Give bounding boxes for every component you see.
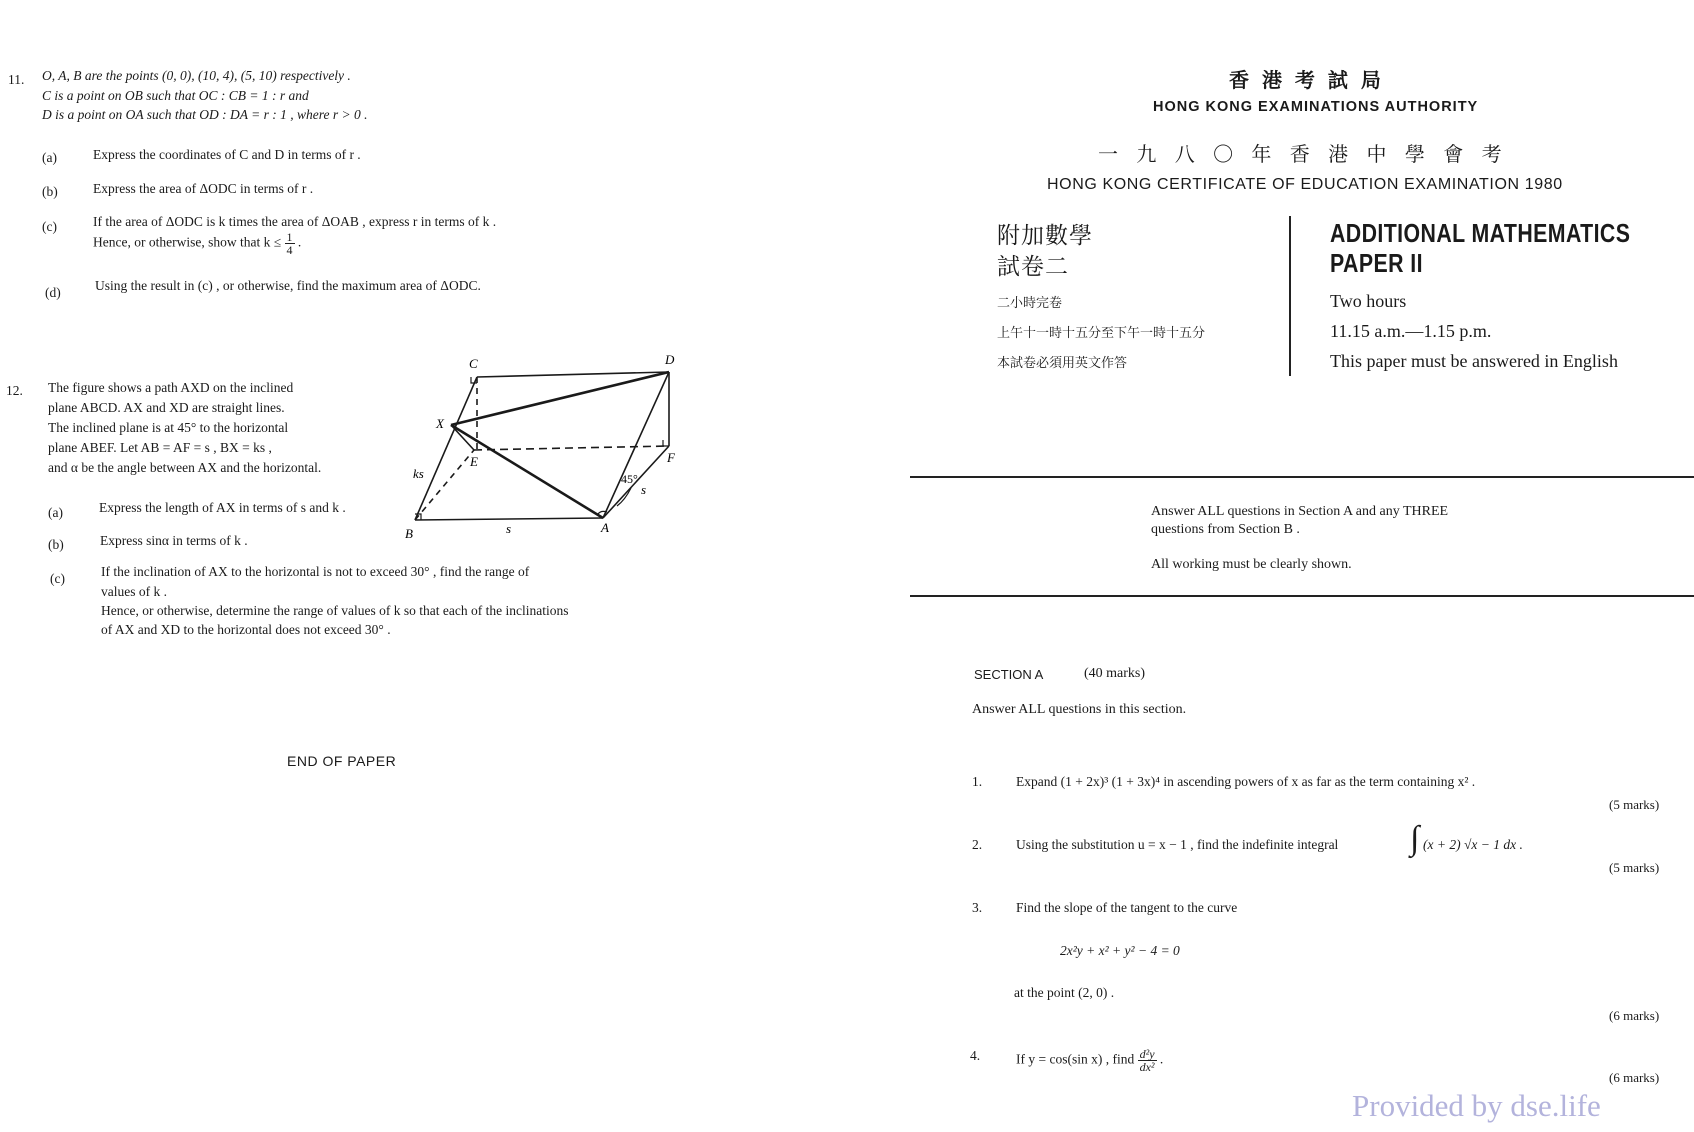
q12a-label: (a)	[48, 505, 63, 520]
q12b-text: Express sinα in terms of k .	[100, 533, 248, 548]
q12-line4: plane ABEF. Let AB = AF = s , BX = ks ,	[48, 440, 272, 455]
label-s-bottom: s	[506, 521, 512, 536]
q11a-text: Express the coordinates of C and D in terms of r .	[93, 147, 361, 162]
q11c-label: (c)	[42, 219, 57, 234]
authority-english: HONG KONG EXAMINATIONS AUTHORITY	[1153, 99, 1479, 115]
q12c-label: (c)	[50, 571, 65, 586]
q11c-frac-num: 1	[286, 230, 293, 244]
path-XA	[451, 425, 603, 518]
right-angle-F	[663, 440, 669, 446]
q4-frac-den: dx²	[1139, 1060, 1155, 1074]
q11c-frac-den: 4	[286, 243, 293, 257]
q4-line	[1016, 1048, 1163, 1073]
hours-chinese: 上午十一時十五分至下午一時十五分	[997, 326, 1206, 341]
duration-english: Two hours	[1330, 291, 1407, 311]
q12-line1: The figure shows a path AXD on the inclined	[48, 380, 294, 395]
subject-english-line1: ADDITIONAL MATHEMATICS	[1330, 218, 1631, 248]
q12c-text4: of AX and XD to the horizontal does not exceed 30° .	[101, 622, 391, 637]
q11d-label: (d)	[45, 285, 61, 300]
q12-line5: and α be the angle between AX and the horizontal.	[48, 460, 322, 475]
q3-point: at the point (2, 0) .	[1014, 985, 1115, 1000]
q3-equation: 2x²y + x² + y² − 4 = 0	[1060, 943, 1180, 958]
q4-number: 4.	[970, 1048, 981, 1063]
q1-number: 1.	[972, 774, 983, 789]
q2-integrand: (x + 2) √x − 1 dx .	[1423, 837, 1523, 852]
angle-arc-45	[617, 488, 631, 506]
instructions-top-rule	[910, 476, 1694, 478]
duration-chinese: 二小時完卷	[997, 296, 1063, 311]
edge-BA	[415, 518, 603, 520]
q4-frac-num: d²y	[1139, 1047, 1155, 1061]
q11c-fraction	[285, 231, 295, 256]
section-a-marks: (40 marks)	[1084, 666, 1146, 681]
q11b-text: Express the area of ΔODC in terms of r .	[93, 181, 314, 196]
q4-text: If y = cos(sin x) , find	[1016, 1051, 1135, 1067]
hours-english: 11.15 a.m.—1.15 p.m.	[1330, 321, 1492, 341]
header-divider	[1289, 216, 1291, 376]
q2-marks: (5 marks)	[1609, 860, 1660, 875]
label-D: D	[665, 352, 675, 367]
instructions-line3: All working must be clearly shown.	[1151, 557, 1352, 572]
watermark: Provided by dse.life	[1352, 1088, 1601, 1123]
label-B: B	[405, 526, 413, 541]
label-45-degrees: 45°	[621, 472, 638, 486]
label-ks: ks	[413, 466, 424, 481]
label-F: F	[667, 450, 675, 465]
q11d-text: Using the result in (c) , or otherwise, find the maximum area of ΔODC.	[95, 278, 481, 293]
q2-text: Using the substitution u = x − 1 , find the indefinite integral	[1016, 837, 1339, 852]
q11-intro-line1: O, A, B are the points (0, 0), (10, 4), (5, 10) respectively .	[42, 68, 351, 83]
language-chinese: 本試卷必須用英文作答	[997, 356, 1128, 371]
edge-CB	[415, 377, 477, 520]
authority-chinese: 香 港 考 試 局	[1229, 68, 1384, 92]
instructions-bottom-rule	[910, 595, 1694, 597]
q11c-text2-line	[93, 231, 301, 256]
q12-number: 12.	[6, 383, 23, 398]
edge-EF	[474, 446, 669, 450]
q4-fraction	[1138, 1048, 1157, 1073]
q11c-text2: Hence, or otherwise, show that k ≤	[93, 234, 282, 250]
q1-text: Expand (1 + 2x)³ (1 + 3x)⁴ in ascending powers of x as far as the term containing x² .	[1016, 774, 1476, 789]
language-english: This paper must be answered in English	[1330, 351, 1618, 371]
section-a-title: SECTION A	[974, 667, 1044, 682]
section-a-instruction: Answer ALL questions in this section.	[972, 702, 1187, 717]
subject-chinese-line1: 附加數學	[997, 223, 1093, 249]
q12c-text2: values of k .	[101, 584, 167, 599]
q11c-tail: .	[297, 234, 302, 250]
q12b-label: (b)	[48, 537, 64, 552]
subject-chinese-line2: 試卷二	[997, 254, 1069, 280]
inclined-plane-figure	[395, 350, 695, 550]
q1-marks: (5 marks)	[1609, 797, 1660, 812]
q12c-text1: If the inclination of AX to the horizontal is not to exceed 30° , find the range of	[101, 564, 530, 579]
q11a-label: (a)	[42, 150, 57, 165]
label-E: E	[470, 454, 478, 469]
subject-english-line2: PAPER II	[1330, 248, 1423, 278]
label-C: C	[469, 356, 478, 371]
q3-text: Find the slope of the tangent to the curve	[1016, 900, 1238, 915]
q3-number: 3.	[972, 900, 983, 915]
path-XD	[451, 372, 669, 425]
edge-CD	[477, 372, 669, 377]
q3-marks: (6 marks)	[1609, 1008, 1660, 1023]
end-of-paper: END OF PAPER	[287, 753, 397, 769]
instructions-line2: questions from Section B .	[1151, 522, 1300, 537]
edge-BE	[415, 450, 474, 520]
q11b-label: (b)	[42, 184, 58, 199]
label-A: A	[601, 520, 609, 535]
label-s-right: s	[641, 482, 647, 497]
q11-number: 11.	[8, 72, 25, 87]
q2-integral-sign: ∫	[1410, 820, 1420, 857]
edge-DA	[603, 372, 669, 518]
q12a-text: Express the length of AX in terms of s and k .	[99, 500, 346, 515]
q2-number: 2.	[972, 837, 983, 852]
q11-intro-line3: D is a point on OA such that OD : DA = r : 1 , where r > 0 .	[42, 107, 368, 122]
q4-tail: .	[1159, 1051, 1164, 1067]
exam-chinese: 一 九 八 〇 年 香 港 中 學 會 考	[1098, 142, 1508, 166]
q12c-text3: Hence, or otherwise, determine the range of values of k so that each of the inclinations	[101, 603, 569, 618]
q4-marks: (6 marks)	[1609, 1070, 1660, 1085]
q11-intro-line2: C is a point on OB such that OC : CB = 1 : r and	[42, 88, 309, 103]
q11c-text1: If the area of ΔODC is k times the area of ΔOAB , express r in terms of k .	[93, 214, 497, 229]
exam-english: HONG KONG CERTIFICATE OF EDUCATION EXAMINATION 1980	[1047, 176, 1563, 193]
q12-line2: plane ABCD. AX and XD are straight lines.	[48, 400, 285, 415]
label-X: X	[436, 416, 444, 431]
q12-line3: The inclined plane is at 45° to the horizontal	[48, 420, 289, 435]
instructions-line1: Answer ALL questions in Section A and any THREE	[1151, 504, 1449, 519]
